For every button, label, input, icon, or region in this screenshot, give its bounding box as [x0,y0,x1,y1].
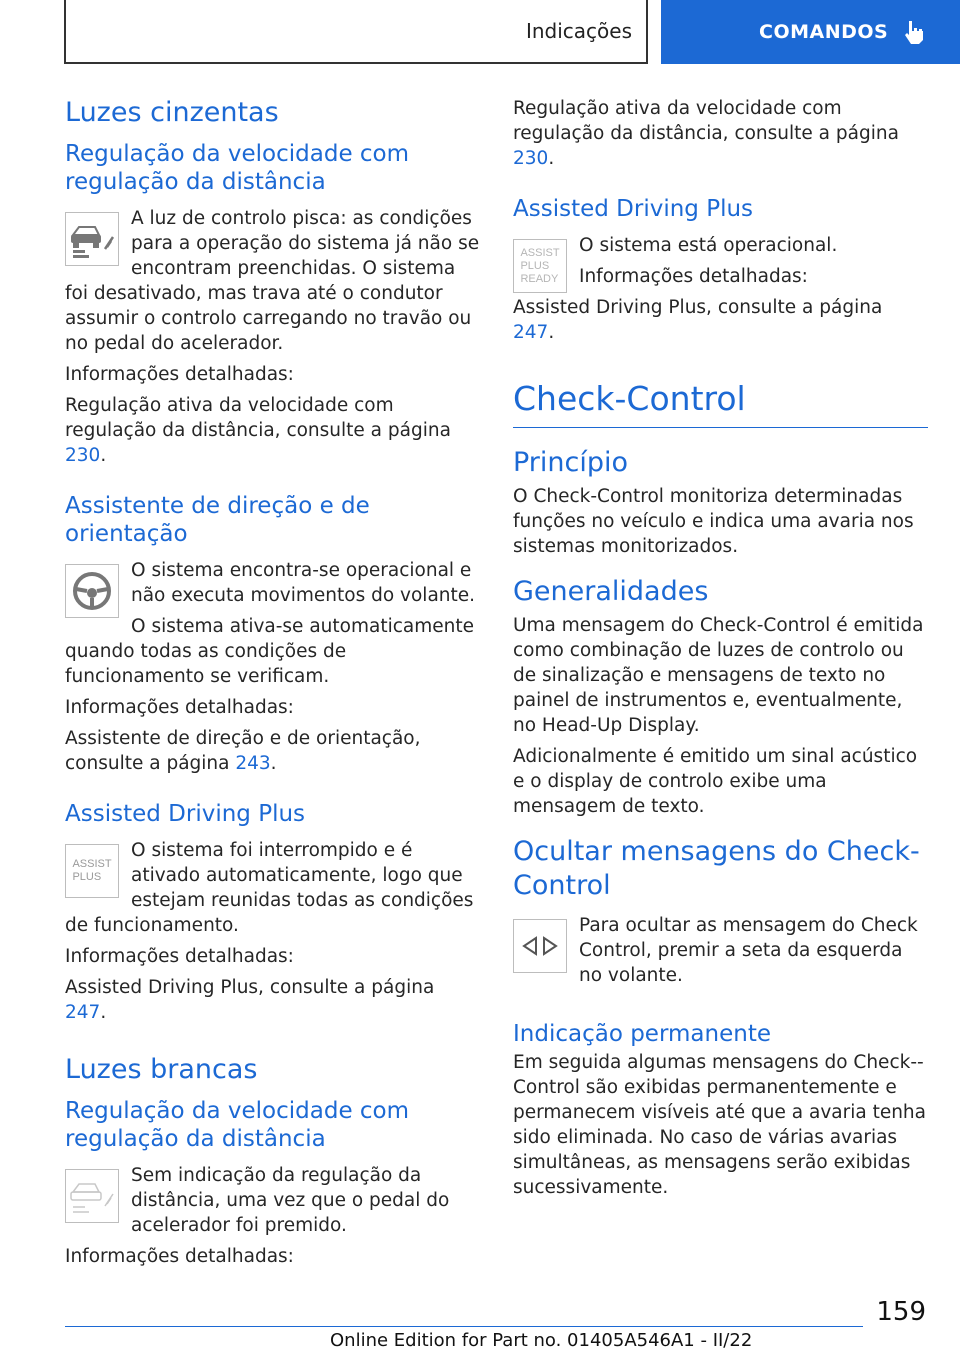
acc-grey-ref-text: Regulação ativa da velocidade com regulação da distância, consulte a página [65,395,451,441]
acc-grey-text-2: Informações detalhadas: [65,364,294,385]
steering-ref-end: . [270,753,277,774]
page-number: 159 [876,1297,926,1327]
assist-plus-icon-line1: ASSIST [72,858,112,870]
page-link-247-right[interactable]: 247 [513,322,549,343]
page-link-230-right[interactable]: 230 [513,148,549,169]
steering-ref-text: Assistente de direção e de orientação, consulte a página [65,728,421,774]
acc-grey-text-1: A luz de controlo pisca: as condições para a operação do sistema já não se encontram preenchidas. O sistema foi desativado, mas trava até o condutor assumir o controlo carregando no travão ou no pedal do acelerador. [65,208,480,354]
steering-text-2: O sistema ativa-se automaticamente quando todas as condições de funcionamento se verificam. [65,616,474,687]
header-chapter-label: COMANDOS [759,21,889,43]
heading-adp-right: Assisted Driving Plus [513,196,754,222]
acc-grey-indicator-icon [65,212,119,266]
heading-steering-assistant: Assistente de direção e de orientação [65,493,370,547]
adp-left-text-2: Informações detalhadas: [65,946,294,967]
heading-hide-messages: Ocultar mensagens do Check-Control [513,836,920,901]
heading-acc-grey: Regulação da velocidade com regulação da distância [65,141,410,195]
steering-text-1: O sistema encontra-se operacional e não executa movimentos do volante. [131,560,476,606]
assist-plus-icon [65,844,119,898]
footer-edition: Online Edition for Part no. 01405A546A1 - II/22 [330,1330,753,1351]
heading-adp-left: Assisted Driving Plus [65,801,306,827]
header-section-label: Indicações [525,19,632,43]
adp-right-text-2: Informações detalhadas: [579,266,808,287]
acc-grey-text-3 [65,393,480,468]
general-text-1: Uma mensagem do Check-Control é emitida como combinação de luzes de controlo ou de sinalização e mensagens de texto no painel de instrumentos e, eventualmente, no Head-Up Display. [513,615,924,736]
adp-right-text-3 [513,295,928,345]
header-section-tab [64,0,648,64]
assist-plus-ready-icon [513,239,567,293]
adp-right-ref-text: Assisted Driving Plus, consulte a página [513,297,883,318]
steering-text-4 [65,726,480,776]
page-link-243[interactable]: 243 [235,753,271,774]
heading-check-control: Check-Control [513,379,928,428]
heading-principle: Princípio [513,447,629,478]
hide-text: Para ocultar as mensagem do Check Control, premir a seta da esquerda no volante. [579,915,918,986]
header-chapter-tab [661,0,960,64]
ready-icon-line1: ASSIST [520,246,560,259]
left-column [65,96,480,1275]
adp-right-ref-end: . [548,322,555,343]
footer-divider [65,1326,863,1327]
acc-white-text-2: Informações detalhadas: [65,1246,294,1267]
adp-left-text-1: O sistema foi interrompido e é ativado automaticamente, logo que estejam reunidas todas as condições de funcionamento. [65,840,474,936]
heading-general: Generalidades [513,576,709,607]
acc-grey-ref-end: . [100,445,107,466]
heading-acc-white: Regulação da velocidade com regulação da distância [65,1098,410,1152]
adp-left-ref-end: . [100,1002,107,1023]
steering-wheel-icon [65,564,119,618]
heading-grey-lights: Luzes cinzentas [65,97,279,128]
continued-text [513,96,928,171]
adp-left-ref-text: Assisted Driving Plus, consulte a página [65,977,435,998]
steering-arrows-icon [513,919,567,973]
page-link-230[interactable]: 230 [65,445,101,466]
ready-icon-line3: READY [520,272,559,285]
acc-white-indicator-icon [65,1169,119,1223]
heading-permanent: Indicação permanente [513,1021,771,1047]
acc-white-text-1: Sem indicação da regulação da distância, uma vez que o pedal do acelerador foi premido. [131,1165,450,1236]
adp-right-text-1: O sistema está operacional. [579,235,838,256]
general-text-2: Adicionalmente é emitido um sinal acústico e o display de controlo exibe uma mensagem de texto. [513,746,918,817]
principle-text: O Check-Control monitoriza determinadas funções no veículo e indica uma avaria nos sistemas monitorizados. [513,486,914,557]
heading-white-lights: Luzes brancas [65,1054,258,1085]
assist-plus-icon-line2: PLUS [72,871,102,883]
hand-pointer-icon [902,19,926,45]
ready-icon-line2: PLUS [520,259,550,272]
adp-left-text-3 [65,975,480,1025]
page-link-247[interactable]: 247 [65,1002,101,1023]
steering-text-3: Informações detalhadas: [65,697,294,718]
continued-ref-end: . [548,148,555,169]
right-column [513,96,928,1206]
continued-ref-text: Regulação ativa da velocidade com regulação da distância, consulte a página [513,98,899,144]
permanent-text: Em seguida algumas mensagens do Check--Control são exibidas permanentemente e permanecem visíveis até que a avaria tenha sido eliminada. No caso de várias avarias simultâneas, as mensagens serão exibidas sucessivamente. [513,1052,926,1198]
